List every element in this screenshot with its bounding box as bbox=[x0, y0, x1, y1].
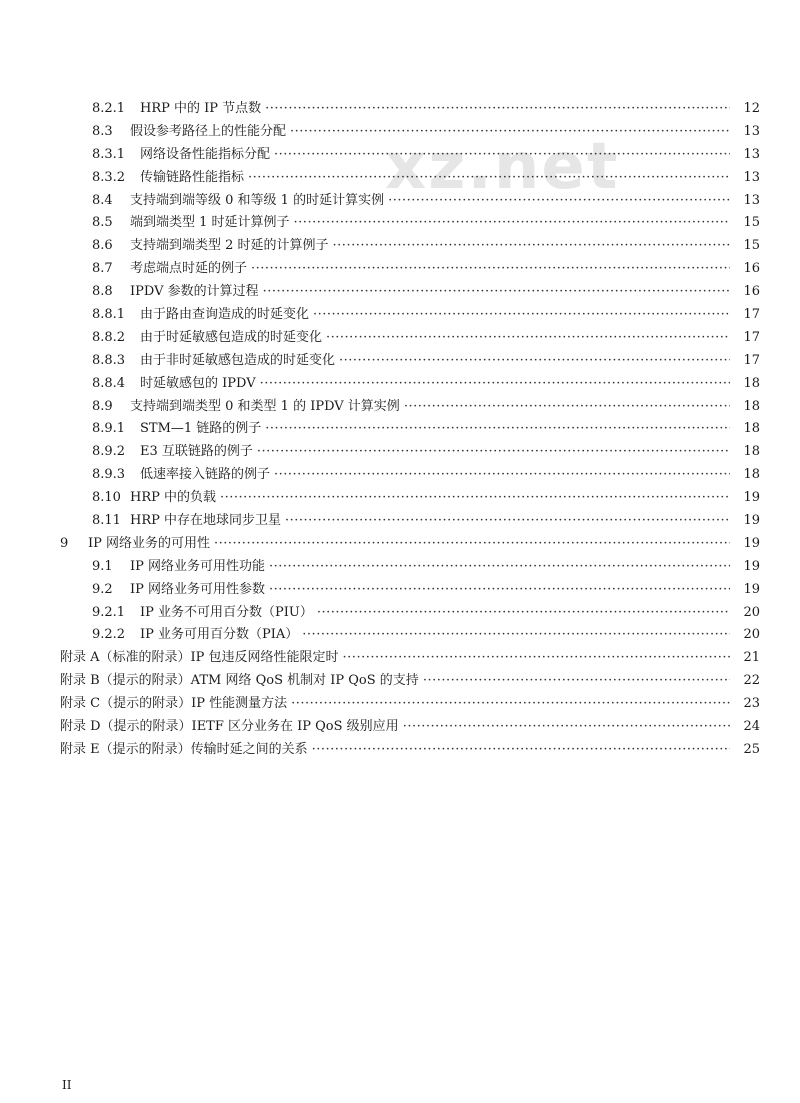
toc-entry[interactable] bbox=[60, 487, 760, 510]
toc-entry-title: 支持端到端类型 2 时延的计算例子 bbox=[130, 238, 329, 254]
toc-entry-title: 支持端到端类型 0 和类型 1 的 IPDV 计算实例 bbox=[130, 398, 400, 414]
toc-entry-number: 8.7 bbox=[92, 261, 113, 277]
toc-entry-page-number: 16 bbox=[743, 261, 760, 277]
toc-entry[interactable] bbox=[60, 693, 760, 716]
toc-entry-page-number: 12 bbox=[743, 101, 760, 116]
toc-entry-page-number: 13 bbox=[743, 192, 760, 208]
toc-entry-page-number: 13 bbox=[743, 169, 760, 185]
toc-entry-page-number: 19 bbox=[743, 581, 760, 597]
toc-entry-title: HRP 中存在地球同步卫星 bbox=[130, 513, 282, 529]
toc-entry-number: 9.2 bbox=[92, 581, 113, 597]
toc-leader-dots bbox=[260, 373, 730, 396]
toc-entry-title: 端到端类型 1 时延计算例子 bbox=[130, 215, 290, 231]
toc-leader-dots bbox=[403, 716, 730, 739]
toc-leader-dots bbox=[274, 464, 730, 487]
toc-entry[interactable] bbox=[60, 441, 760, 464]
toc-leader-dots bbox=[339, 350, 730, 373]
toc-entry[interactable] bbox=[60, 579, 760, 602]
toc-entry-number: 9.2.1 bbox=[92, 604, 126, 620]
toc-entry-page-number: 22 bbox=[743, 673, 760, 689]
toc-entry-number: 8.3.2 bbox=[92, 169, 126, 185]
toc-entry-title: E3 互联链路的例子 bbox=[140, 444, 253, 460]
toc-entry-title: 附录 D（提示的附录）IETF 区分业务在 IP QoS 级别应用 bbox=[60, 719, 399, 735]
toc-entry-title: 由于非时延敏感包造成的时延变化 bbox=[140, 352, 336, 368]
toc-leader-dots bbox=[251, 258, 730, 281]
watermark: xz.net bbox=[385, 130, 620, 204]
toc-entry-page-number: 18 bbox=[743, 398, 760, 414]
toc-entry-number: 8.3.1 bbox=[92, 146, 126, 162]
toc-entry-number: 8.5 bbox=[92, 215, 113, 231]
toc-entry-page-number: 24 bbox=[743, 719, 760, 735]
toc-entry-title: 附录 C（提示的附录）IP 性能测量方法 bbox=[60, 696, 288, 712]
toc-entry[interactable] bbox=[60, 167, 760, 190]
toc-entry[interactable] bbox=[60, 304, 760, 327]
toc-entry-number: 8.2.1 bbox=[92, 101, 126, 116]
toc-entry[interactable] bbox=[60, 533, 760, 556]
toc-entry-page-number: 18 bbox=[743, 421, 760, 437]
toc-entry[interactable] bbox=[60, 647, 760, 670]
toc-leader-dots bbox=[302, 624, 730, 647]
toc-leader-dots bbox=[343, 647, 730, 670]
toc-entry[interactable] bbox=[60, 350, 760, 373]
toc-entry-page-number: 19 bbox=[743, 558, 760, 574]
toc-entry[interactable] bbox=[60, 327, 760, 350]
toc-leader-dots bbox=[423, 670, 730, 693]
table-of-contents bbox=[60, 98, 760, 762]
toc-leader-dots bbox=[290, 121, 730, 144]
toc-entry-title: IP 业务不可用百分数（PIU） bbox=[140, 604, 313, 620]
toc-entry-page-number: 18 bbox=[743, 375, 760, 391]
toc-entry[interactable] bbox=[60, 624, 760, 647]
toc-entry-number: 8.6 bbox=[92, 238, 113, 254]
toc-entry-title: 假设参考路径上的性能分配 bbox=[130, 123, 287, 139]
toc-entry-title: HRP 中的 IP 节点数 bbox=[140, 101, 262, 116]
toc-entry[interactable] bbox=[60, 739, 760, 762]
toc-entry-number: 8.8.1 bbox=[92, 307, 126, 323]
toc-entry-page-number: 19 bbox=[743, 490, 760, 506]
toc-entry-title: 低速率接入链路的例子 bbox=[140, 467, 271, 483]
toc-entry-title: HRP 中的负载 bbox=[130, 490, 217, 506]
toc-entry[interactable] bbox=[60, 235, 760, 258]
toc-leader-dots bbox=[214, 533, 730, 556]
toc-entry-number: 8.8.4 bbox=[92, 375, 126, 391]
toc-entry-number: 8.8 bbox=[92, 284, 113, 300]
toc-entry[interactable] bbox=[60, 602, 760, 625]
toc-entry-number: 9.2.2 bbox=[92, 627, 126, 643]
toc-leader-dots bbox=[274, 144, 730, 167]
toc-entry-number: 8.9.2 bbox=[92, 444, 126, 460]
toc-entry-page-number: 19 bbox=[743, 513, 760, 529]
toc-entry-number: 8.8.2 bbox=[92, 329, 126, 345]
toc-entry-page-number: 17 bbox=[743, 329, 760, 345]
toc-leader-dots bbox=[333, 235, 730, 258]
toc-entry[interactable] bbox=[60, 258, 760, 281]
toc-entry-title: STM—1 链路的例子 bbox=[140, 421, 262, 437]
toc-entry-title: IPDV 参数的计算过程 bbox=[130, 284, 259, 300]
toc-entry-title: 由于时延敏感包造成的时延变化 bbox=[140, 329, 323, 345]
toc-entry-page-number: 25 bbox=[743, 741, 760, 757]
toc-entry-page-number: 18 bbox=[743, 444, 760, 460]
toc-entry-number: 8.8.3 bbox=[92, 352, 126, 368]
toc-entry[interactable] bbox=[60, 418, 760, 441]
toc-leader-dots bbox=[265, 98, 730, 121]
toc-leader-dots bbox=[326, 327, 730, 350]
toc-leader-dots bbox=[263, 281, 730, 304]
toc-entry-page-number: 17 bbox=[743, 307, 760, 323]
toc-entry-number: 9 bbox=[60, 535, 69, 551]
toc-entry[interactable] bbox=[60, 144, 760, 167]
toc-entry-title: IP 网络业务的可用性 bbox=[88, 535, 211, 551]
toc-entry-page-number: 17 bbox=[743, 352, 760, 368]
toc-entry-page-number: 16 bbox=[743, 284, 760, 300]
toc-entry-page-number: 13 bbox=[743, 123, 760, 139]
toc-entry[interactable] bbox=[60, 373, 760, 396]
toc-entry-number: 8.3 bbox=[92, 123, 113, 139]
toc-leader-dots bbox=[265, 418, 730, 441]
toc-entry-number: 8.9.3 bbox=[92, 467, 126, 483]
toc-entry-page-number: 23 bbox=[743, 696, 760, 712]
toc-entry[interactable] bbox=[60, 670, 760, 693]
toc-entry[interactable] bbox=[60, 98, 760, 121]
toc-leader-dots bbox=[294, 212, 730, 235]
toc-entry-title: 附录 B（提示的附录）ATM 网络 QoS 机制对 IP QoS 的支持 bbox=[60, 673, 419, 689]
toc-leader-dots bbox=[220, 487, 730, 510]
toc-entry[interactable] bbox=[60, 716, 760, 739]
toc-entry-number: 8.4 bbox=[92, 192, 113, 208]
toc-leader-dots bbox=[291, 693, 730, 716]
toc-entry-number: 9.1 bbox=[92, 558, 113, 574]
toc-entry-page-number: 19 bbox=[743, 535, 760, 551]
toc-entry-number: 8.11 bbox=[92, 513, 121, 529]
toc-entry-title: IP 网络业务可用性参数 bbox=[130, 581, 266, 597]
toc-entry-number: 8.9.1 bbox=[92, 421, 126, 437]
toc-entry-title: 时延敏感包的 IPDV bbox=[140, 375, 256, 391]
toc-entry-page-number: 20 bbox=[743, 627, 760, 643]
toc-entry-title: IP 业务可用百分数（PIA） bbox=[140, 627, 299, 643]
toc-leader-dots bbox=[312, 739, 730, 762]
toc-entry-page-number: 13 bbox=[743, 146, 760, 162]
toc-entry[interactable] bbox=[60, 510, 760, 533]
toc-leader-dots bbox=[317, 602, 730, 625]
toc-entry-title: 附录 A（标准的附录）IP 包违反网络性能限定时 bbox=[60, 650, 339, 666]
toc-entry-page-number: 20 bbox=[743, 604, 760, 620]
toc-entry-title: 传输链路性能指标 bbox=[140, 169, 245, 185]
toc-entry-title: 由于路由查询造成的时延变化 bbox=[140, 307, 310, 323]
page-footer-number: II bbox=[62, 1078, 72, 1092]
toc-entry[interactable] bbox=[60, 121, 760, 144]
toc-entry-page-number: 21 bbox=[743, 650, 760, 666]
toc-entry-page-number: 18 bbox=[743, 467, 760, 483]
toc-entry-page-number: 15 bbox=[743, 215, 760, 231]
toc-entry-title: 支持端到端等级 0 和等级 1 的时延计算实例 bbox=[130, 192, 385, 208]
toc-entry[interactable] bbox=[60, 396, 760, 419]
toc-entry-title: 附录 E（提示的附录）传输时延之间的关系 bbox=[60, 741, 308, 757]
toc-leader-dots bbox=[248, 167, 730, 190]
toc-entry[interactable] bbox=[60, 190, 760, 213]
toc-entry[interactable] bbox=[60, 281, 760, 304]
toc-leader-dots bbox=[313, 304, 730, 327]
toc-entry-number: 8.9 bbox=[92, 398, 113, 414]
toc-entry-page-number: 15 bbox=[743, 238, 760, 254]
toc-leader-dots bbox=[257, 441, 730, 464]
toc-entry[interactable] bbox=[60, 212, 760, 235]
toc-leader-dots bbox=[285, 510, 730, 533]
toc-leader-dots bbox=[269, 556, 730, 579]
toc-leader-dots bbox=[404, 396, 730, 419]
toc-entry-title: 考虑端点时延的例子 bbox=[130, 261, 248, 277]
toc-entry[interactable] bbox=[60, 556, 760, 579]
toc-entry[interactable] bbox=[60, 464, 760, 487]
toc-leader-dots bbox=[269, 579, 730, 602]
toc-entry-title: 网络设备性能指标分配 bbox=[140, 146, 271, 162]
toc-entry-number: 8.10 bbox=[92, 490, 121, 506]
toc-leader-dots bbox=[388, 190, 730, 213]
toc-entry-title: IP 网络业务可用性功能 bbox=[130, 558, 266, 574]
